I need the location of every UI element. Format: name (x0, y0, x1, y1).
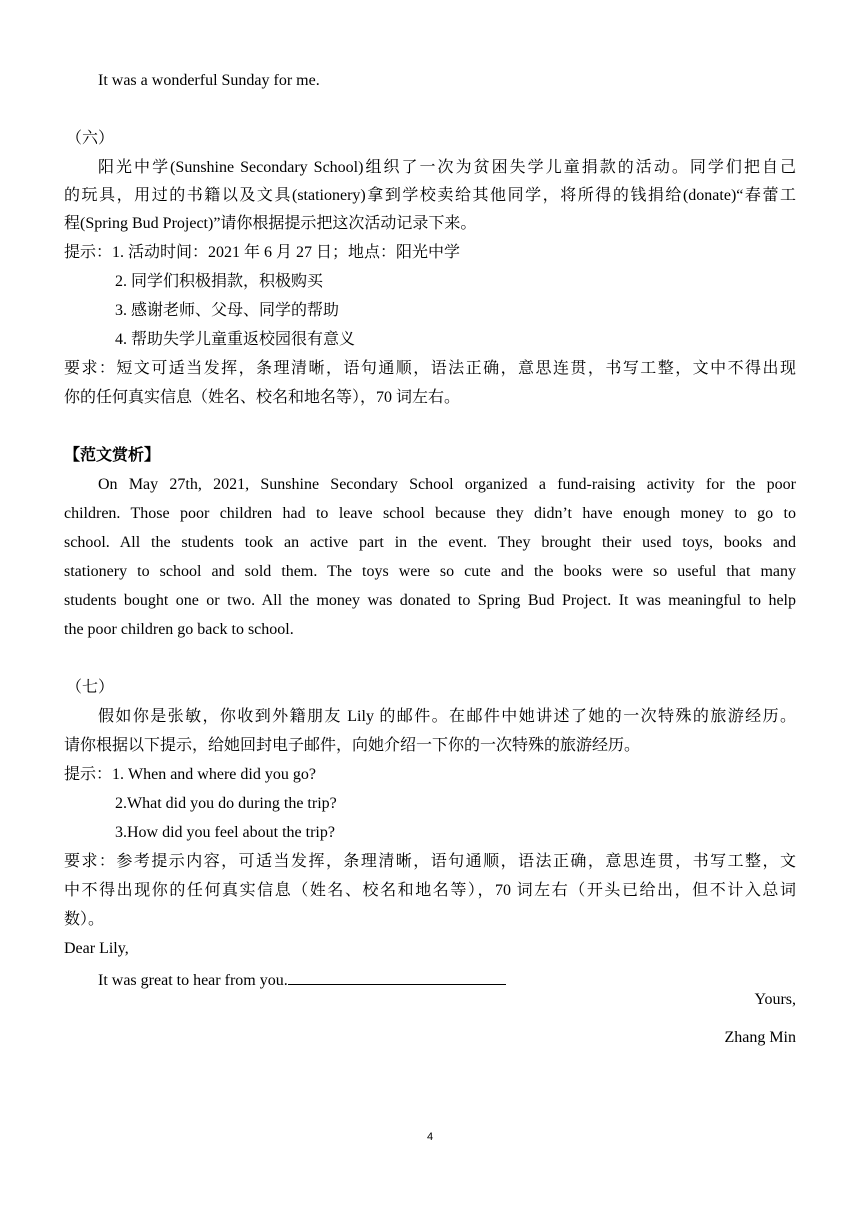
section-seven-requirement: 中不得出现你的任何真实信息（姓名、校名和地名等），70 词左右（开头已给出，但不计入总词 (64, 882, 796, 899)
section-seven-hint: 2.What did you do during the trip? (115, 795, 337, 812)
section-six-requirement: 要求：短文可适当发挥，条理清晰，语句通顺，语法正确，意思连贯，书写工整，文中不得出现 (64, 360, 796, 377)
section-six-paragraph-line: 阳光中学(Sunshine Secondary School)组织了一次为贫困失学儿童捐款的活动。同学们把自己 (98, 159, 796, 176)
letter-opening-text: It was great to hear from you. (98, 972, 288, 989)
section-six-hint: 4. 帮助失学儿童重返校园很有意义 (115, 331, 356, 348)
letter-salutation: Dear Lily, (64, 940, 129, 957)
letter-signature: Zhang Min (724, 1029, 796, 1046)
section-seven-hint: 提示：1. When and where did you go? (64, 766, 316, 783)
page-number: 4 (426, 1131, 434, 1143)
sample-essay-heading: 【范文赏析】 (64, 447, 161, 464)
section-six-requirement: 你的任何真实信息（姓名、校名和地名等），70 词左右。 (64, 389, 461, 406)
section-seven-paragraph-line: 假如你是张敏，你收到外籍朋友 Lily 的邮件。在邮件中她讲述了她的一次特殊的旅游经历。 (98, 708, 796, 725)
sample-essay-line: the poor children go back to school. (64, 621, 294, 638)
sample-essay-line: stationery to school and sold them. The toys were so cute and the books were so useful that many (64, 563, 796, 580)
letter-closing: Yours, (754, 991, 796, 1008)
section-six-paragraph-line: 的玩具，用过的书籍以及文具(stationery)拿到学校卖给其他同学，将所得的钱捐给(donate)“春蕾工 (64, 187, 796, 204)
section-seven-requirement: 数）。 (64, 911, 105, 928)
closing-sentence: It was a wonderful Sunday for me. (98, 72, 320, 89)
letter-opening-line (98, 968, 506, 991)
section-six-hint: 2. 同学们积极捐款，积极购买 (115, 273, 324, 290)
section-six-paragraph-line: 程(Spring Bud Project)”请你根据提示把这次活动记录下来。 (64, 215, 477, 232)
section-seven-paragraph-line: 请你根据以下提示，给她回封电子邮件，向她介绍一下你的一次特殊的旅游经历。 (64, 737, 641, 754)
sample-essay-line: children. Those poor children had to leave school because they didn’t have enough money to go to (64, 505, 796, 522)
section-six-hint: 提示：1. 活动时间：2021 年 6 月 27 日；地点：阳光中学 (64, 244, 461, 261)
section-six-heading: （六） (66, 130, 115, 147)
sample-essay-line: On May 27th, 2021, Sunshine Secondary School organized a fund-raising activity for the poor (98, 476, 796, 493)
sample-essay-line: students bought one or two. All the money was donated to Spring Bud Project. It was meaningful to help (64, 592, 796, 609)
section-seven-hint: 3.How did you feel about the trip? (115, 824, 335, 841)
answer-blank-line[interactable] (288, 968, 506, 985)
section-seven-requirement: 要求：参考提示内容，可适当发挥，条理清晰，语句通顺，语法正确，意思连贯，书写工整，文 (64, 853, 796, 870)
sample-essay-line: school. All the students took an active part in the event. They brought their used toys, books and (64, 534, 796, 551)
section-six-hint: 3. 感谢老师、父母、同学的帮助 (115, 302, 340, 319)
section-seven-heading: （七） (66, 679, 115, 696)
